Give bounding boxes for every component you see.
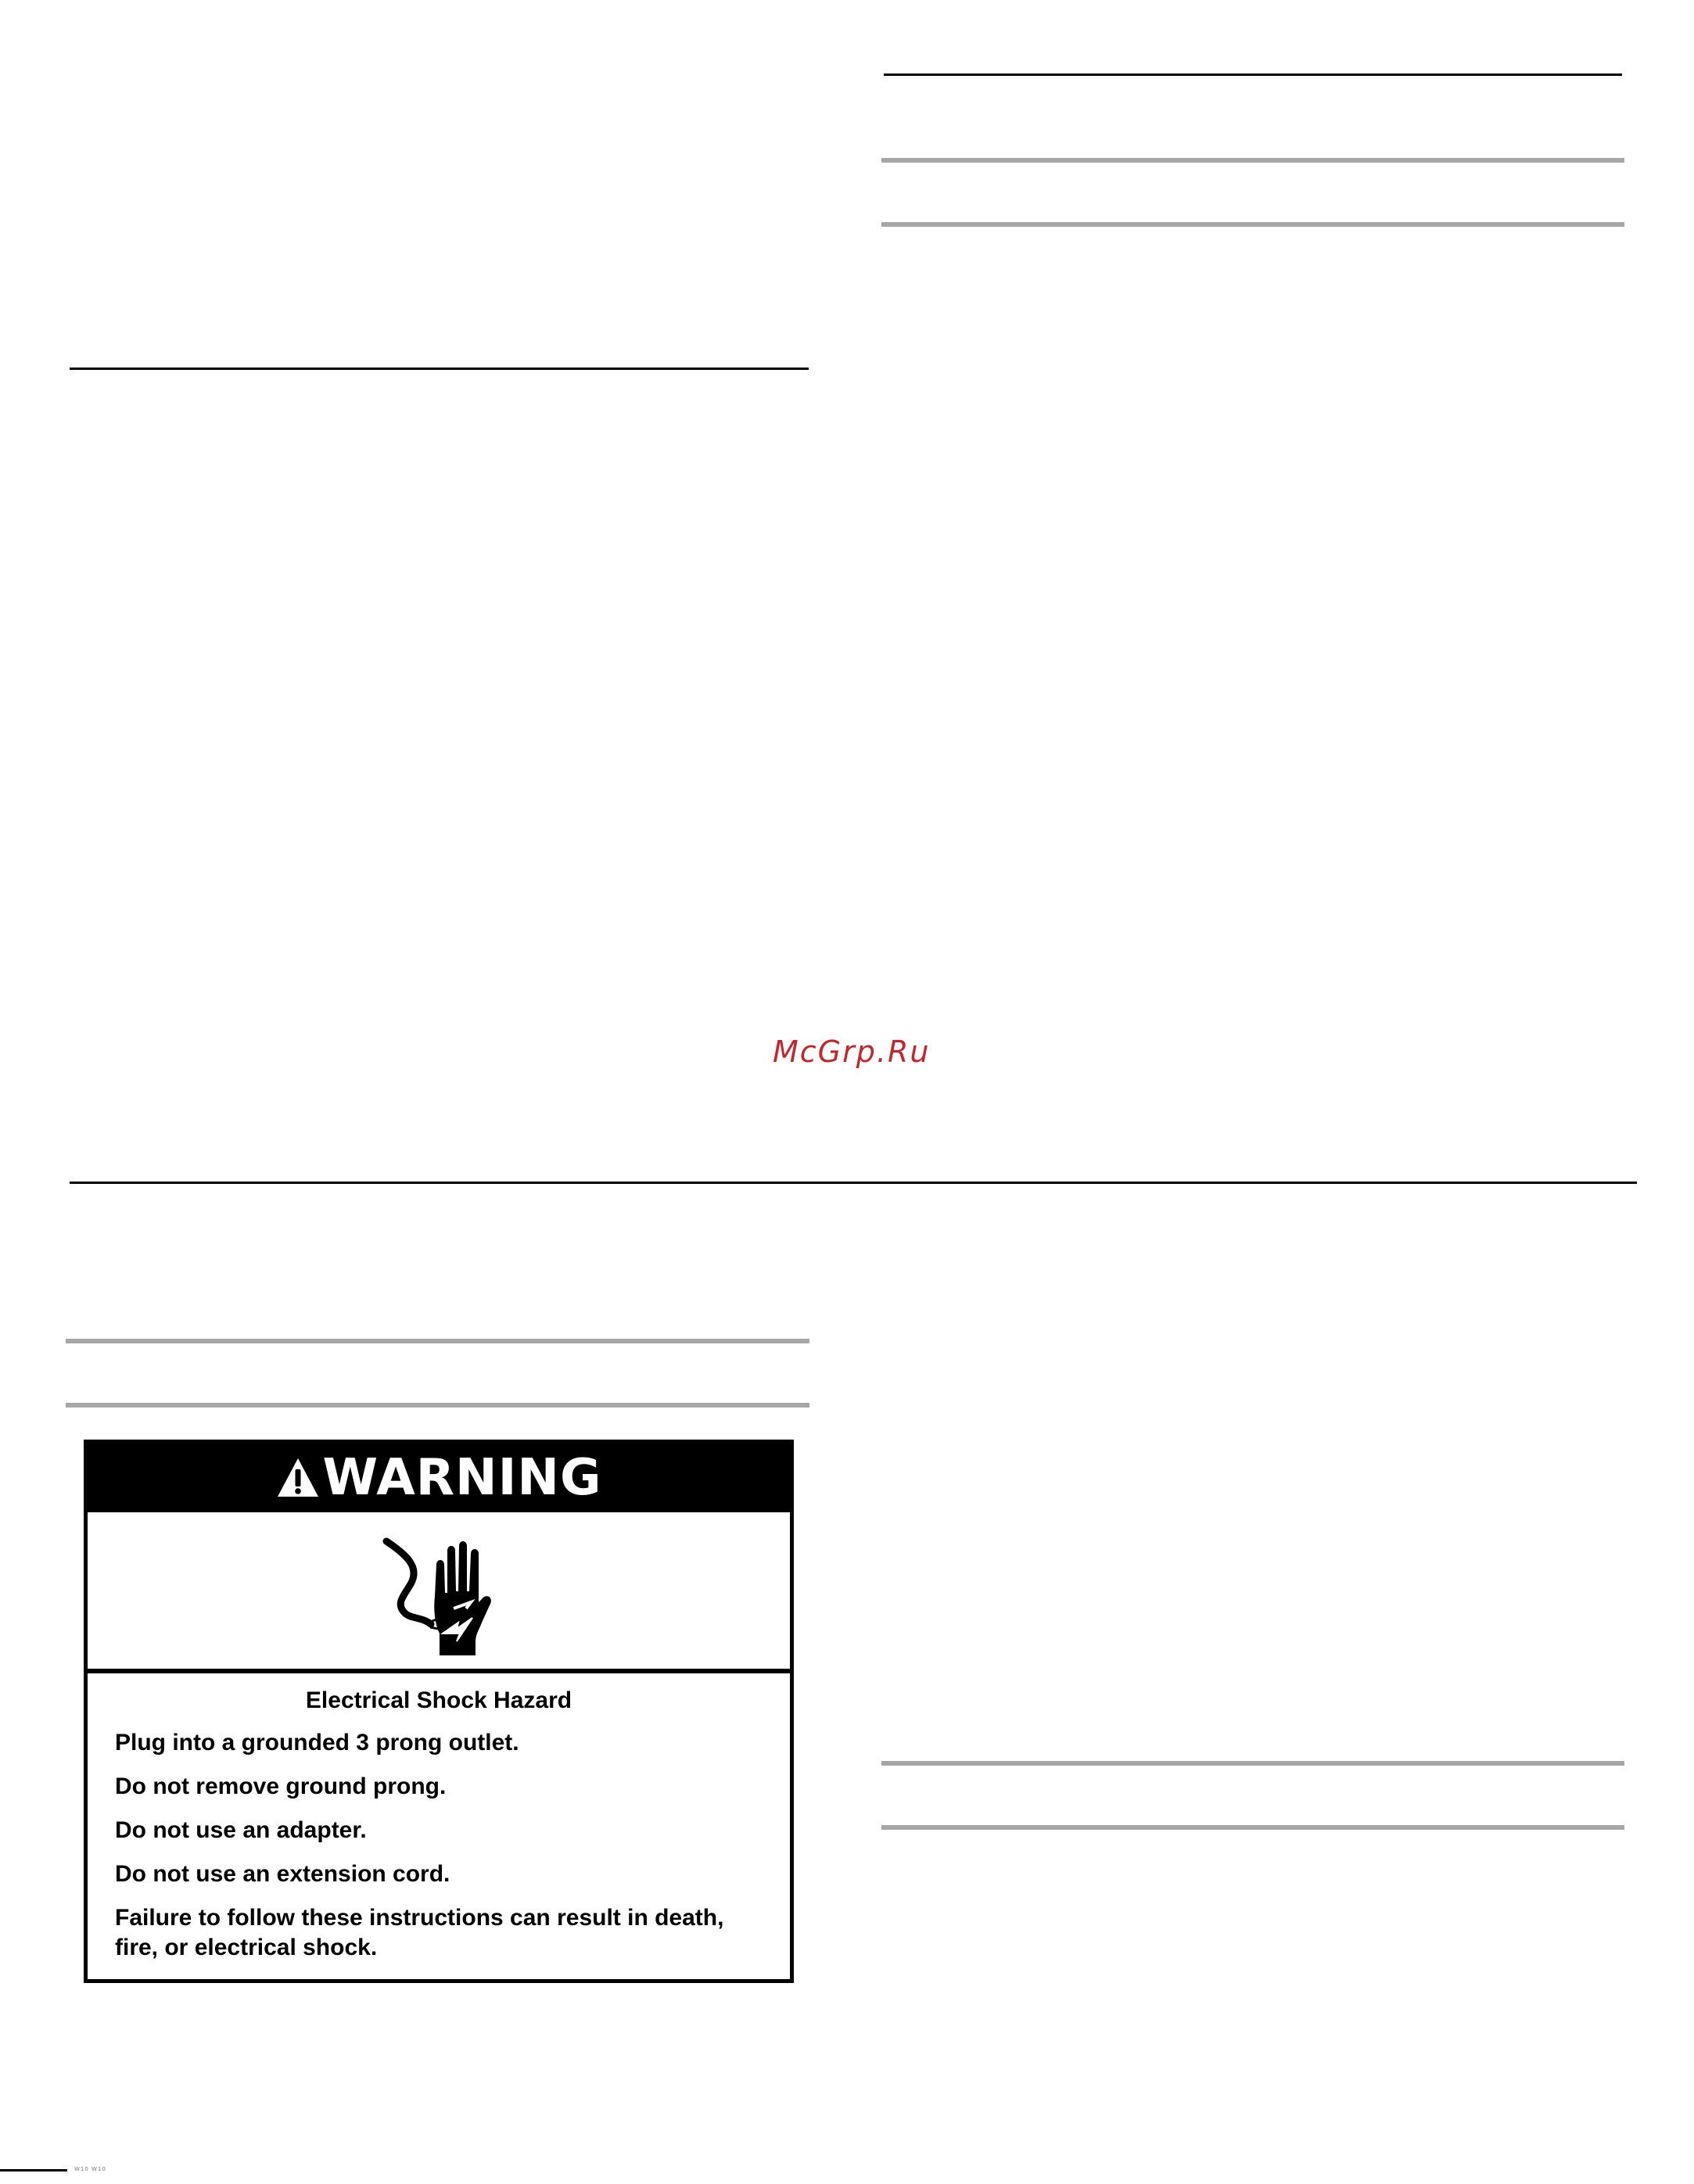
warning-line: Plug into a grounded 3 prong outlet. — [115, 1730, 519, 1755]
warning-text-block — [88, 1673, 790, 1963]
electrical-shock-hand-icon — [372, 1524, 505, 1657]
exclamation-triangle-icon — [276, 1456, 320, 1500]
section-rule-gray-right-2 — [881, 222, 1624, 227]
warning-line: Do not use an adapter. — [115, 1817, 367, 1843]
warning-box — [84, 1440, 794, 1983]
hazard-title: Electrical Shock Hazard — [305, 1687, 572, 1713]
section-rule-gray-right-1 — [881, 158, 1624, 163]
warning-line: Do not remove ground prong. — [115, 1773, 447, 1799]
section-rule-full-width — [70, 1182, 1637, 1184]
section-rule-gray-left-2 — [66, 1403, 809, 1408]
section-rule-left — [70, 368, 809, 370]
section-rule-gray-left-1 — [66, 1339, 809, 1343]
footer-text: W10 W10 — [74, 2166, 106, 2172]
warning-line: Do not use an extension cord. — [115, 1861, 450, 1887]
watermark: McGrp.Ru — [773, 1035, 931, 1069]
warning-line: Failure to follow these instructions can result in death, fire, or electrical shock. — [115, 1905, 724, 1960]
section-rule-top-right — [884, 74, 1622, 76]
hazard-picture — [88, 1512, 790, 1673]
warning-heading: WARNING — [322, 1449, 602, 1507]
footer-rule — [0, 2169, 67, 2171]
section-rule-gray-right-4 — [881, 1825, 1624, 1830]
section-rule-gray-right-3 — [881, 1761, 1624, 1766]
warning-header — [88, 1443, 790, 1512]
